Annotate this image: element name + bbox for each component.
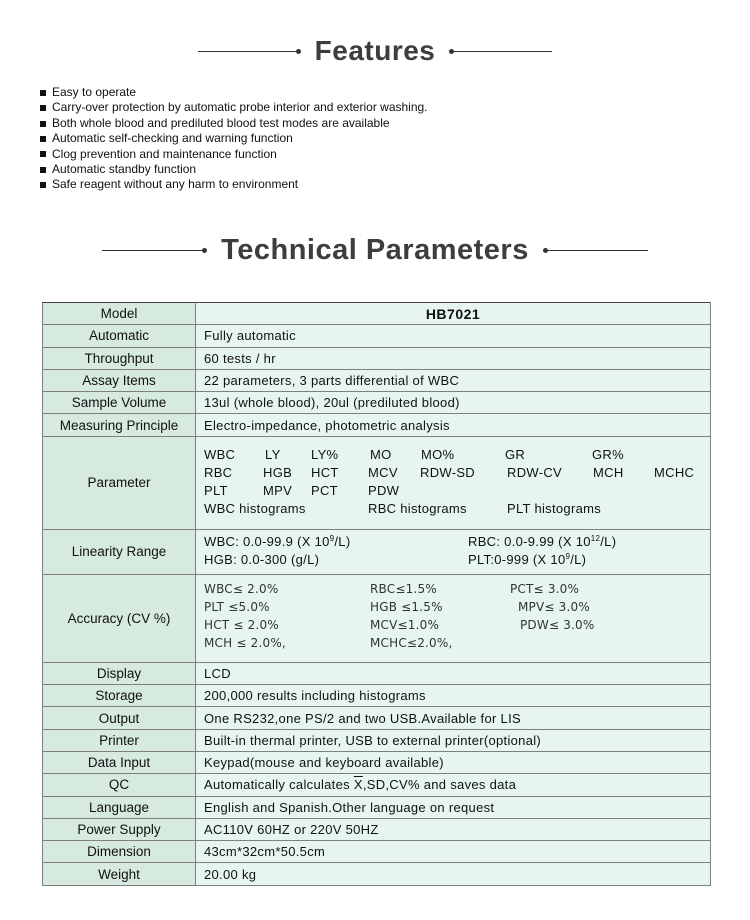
parameter-name: WBC [204,446,236,462]
table-row [43,392,711,414]
table-row [43,436,711,529]
linearity-row [204,552,710,570]
parameter-grid-cell [196,436,711,529]
model-value: HB7021 [196,303,711,325]
heading-line-right [548,250,648,251]
feature-item: Automatic self-checking and warning function [40,131,428,146]
row-label: Throughput [43,347,196,369]
plt-linearity: PLT:0-999 (X $10^9/L$) [468,551,587,567]
table-row [43,414,711,436]
bullet-square-icon [40,182,46,188]
parameter-name: MCV [368,464,398,480]
row-label: Power Supply [43,818,196,840]
row-value: Electro-impedance, photometric analysis [196,414,711,436]
parameter-name: WBC histograms [204,500,306,516]
parameter-name: GR [505,446,526,462]
row-value: 22 parameters, 3 parts differential of WBC [196,369,711,391]
features-heading [0,32,750,70]
bullet-square-icon [40,105,46,111]
bullet-square-icon [40,121,46,127]
features-title: Features [314,35,436,66]
row-label: Language [43,796,196,818]
accuracy-value: PCT≤ 3.0% [510,582,580,597]
feature-item: Carry-over protection by automatic probe interior and exterior washing. [40,100,428,115]
accuracy-value: HCT ≤ 2.0% [204,618,279,633]
row-value: 13ul (whole blood), 20ul (prediluted blood) [196,392,711,414]
accuracy-row [204,582,710,600]
row-label: Assay Items [43,369,196,391]
accuracy-value: MCV≤1.0% [370,618,440,633]
row-value: 200,000 results including histograms [196,685,711,707]
parameter-row [204,501,710,519]
table-row [43,841,711,863]
qc-value: Automatically calculates $\overline{X},SD,CV\%$ and saves data [196,774,711,796]
accuracy-value: MCH ≤ 2.0%, [204,636,286,651]
table-row [43,729,711,751]
parameter-name: LY% [311,446,339,462]
heading-line-right [454,51,552,52]
row-label: Sample Volume [43,392,196,414]
row-value: 43cm*32cm*50.5cm [196,841,711,863]
accuracy-value: PLT ≤5.0% [204,600,270,615]
parameter-name: MCH [593,464,624,480]
table-row [43,863,711,885]
linearity-cell [196,529,711,574]
linearity-row [204,534,710,552]
heading-line-left [102,250,202,251]
table-row [43,818,711,840]
row-label: Model [43,303,196,325]
accuracy-row [204,618,710,636]
row-value: Built-in thermal printer, USB to external printer(optional) [196,729,711,751]
row-label: QC [43,774,196,796]
accuracy-row [204,636,710,654]
table-row [43,303,711,325]
parameter-name: PDW [368,482,400,498]
accuracy-value: HGB ≤1.5% [370,600,443,615]
accuracy-value: PDW≤ 3.0% [520,618,595,633]
bullet-square-icon [40,136,46,142]
accuracy-cell [196,574,711,662]
table-row [43,662,711,684]
row-value: Keypad(mouse and keyboard available) [196,751,711,773]
row-label: Measuring Principle [43,414,196,436]
bullet-square-icon [40,167,46,173]
row-label: Accuracy (CV %) [43,574,196,662]
parameter-grid [204,447,710,519]
parameter-name: PLT histograms [507,500,602,516]
parameter-name: MO [370,446,392,462]
table-row [43,707,711,729]
parameter-name: LY [265,446,281,462]
accuracy-value: RBC≤1.5% [370,582,437,597]
parameter-name: MO% [421,446,455,462]
table-row [43,685,711,707]
heading-dot-left [296,49,301,54]
row-value: 60 tests / hr [196,347,711,369]
table-row [43,369,711,391]
technical-parameters-title: Technical Parameters [221,233,529,266]
table-row [43,751,711,773]
parameter-name: RBC histograms [368,500,467,516]
row-value: LCD [196,662,711,684]
feature-item: Both whole blood and prediluted blood test modes are available [40,116,428,131]
parameter-name: GR% [592,446,624,462]
table-row [43,574,711,662]
accuracy-value: MCHC≤2.0%, [370,636,453,651]
parameter-name: PCT [311,482,338,498]
wbc-linearity: WBC: 0.0-99.9 (X $10^9/L$) [204,533,351,549]
row-label: Display [43,662,196,684]
table-row [43,774,711,796]
feature-item: Easy to operate [40,85,428,100]
parameter-row [204,465,710,483]
heading-line-left [198,51,296,52]
hgb-linearity: HGB: 0.0-300 (g/L) [204,551,320,567]
parameter-name: HGB [263,464,293,480]
parameter-row [204,447,710,465]
feature-item: Clog prevention and maintenance function [40,147,428,162]
parameter-name: RDW-CV [507,464,562,480]
row-value: AC110V 60HZ or 220V 50HZ [196,818,711,840]
feature-item: Automatic standby function [40,162,428,177]
row-label: Storage [43,685,196,707]
parameter-name: MPV [263,482,293,498]
table-row [43,796,711,818]
table-row [43,325,711,347]
x-bar-symbol: $\overline{X}$ [353,777,363,793]
parameter-name: HCT [311,464,339,480]
row-value: Fully automatic [196,325,711,347]
parameter-name: RDW-SD [420,464,475,480]
bullet-square-icon [40,90,46,96]
parameter-name: RBC [204,464,233,480]
row-label: Printer [43,729,196,751]
feature-item: Safe reagent without any harm to environment [40,177,428,192]
row-label: Linearity Range [43,529,196,574]
parameter-name: PLT [204,482,228,498]
bullet-square-icon [40,151,46,157]
parameter-row [204,483,710,501]
accuracy-grid [204,582,710,654]
heading-dot-left [202,248,207,253]
row-label: Data Input [43,751,196,773]
linearity-grid [204,534,710,570]
features-list [40,85,428,193]
table-row [43,347,711,369]
row-value: One RS232,one PS/2 and two USB.Available for LIS [196,707,711,729]
accuracy-value: WBC≤ 2.0% [204,582,279,597]
row-label: Weight [43,863,196,885]
technical-parameters-table [42,302,711,886]
row-label: Output [43,707,196,729]
row-label: Automatic [43,325,196,347]
row-label: Parameter [43,436,196,529]
rbc-linearity: RBC: 0.0-9.99 (X $10^{12}/L$) [468,533,617,549]
accuracy-value: MPV≤ 3.0% [518,600,590,615]
technical-parameters-heading [0,230,750,270]
row-value: 20.00 kg [196,863,711,885]
table-row [43,529,711,574]
row-label: Dimension [43,841,196,863]
parameter-name: MCHC [654,464,695,480]
accuracy-row [204,600,710,618]
row-value: English and Spanish.Other language on request [196,796,711,818]
